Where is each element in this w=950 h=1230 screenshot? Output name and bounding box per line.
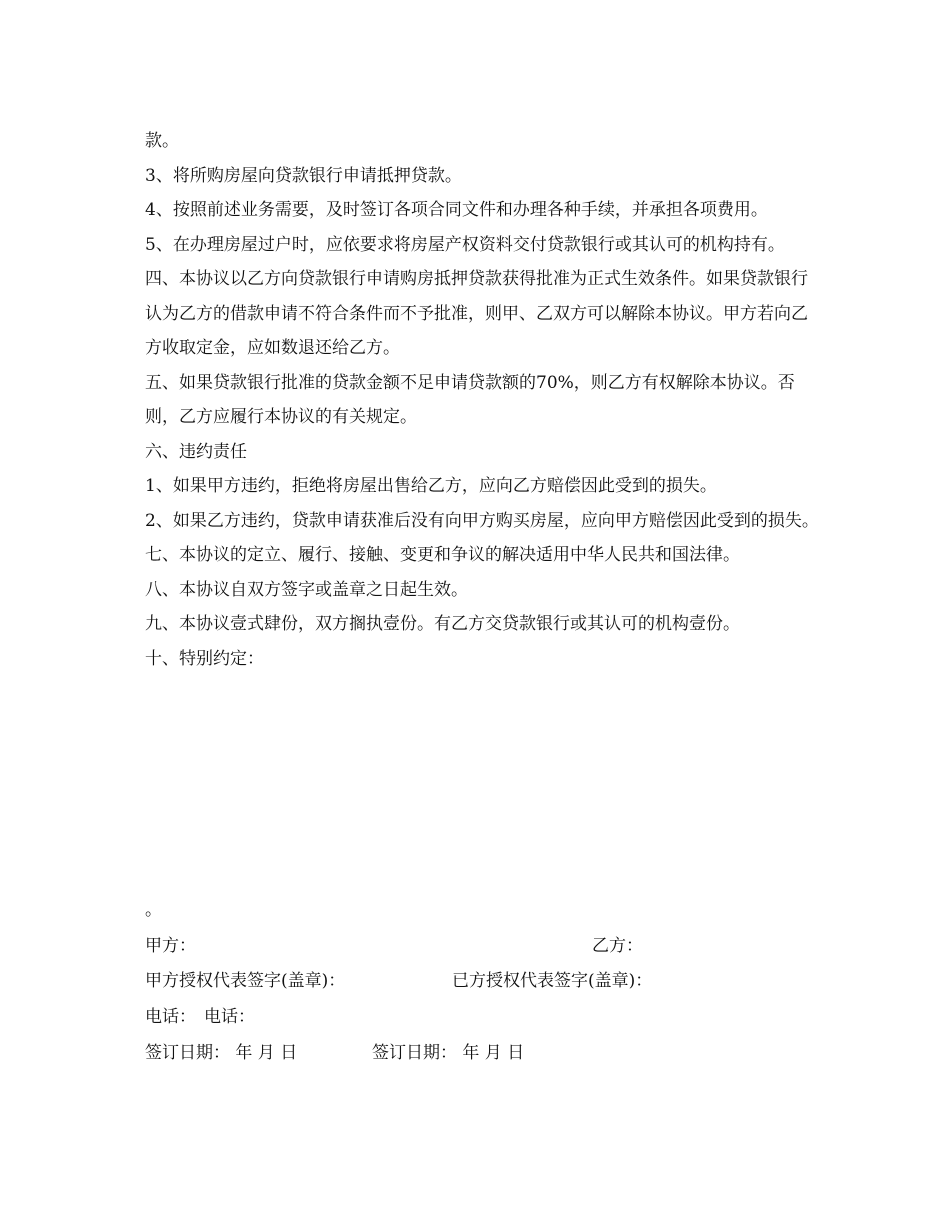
agreement-body xyxy=(145,124,820,676)
section-9-copies: 九、本协议壹式肆份，双方搁执壹份。有乙方交贷款银行或其认可的机构壹份。 xyxy=(145,614,740,634)
section-4-condition: 四、本协议以乙方向贷款银行申请购房抵押贷款获得批准为正式生效条件。如果贷款银行认为乙方的借款申请不符合条件而不予批准，则甲、乙双方可以解除本协议。甲方若向乙方收取定金，应如数退还给乙方。 xyxy=(145,269,808,358)
closing-line xyxy=(145,893,820,929)
clause-4-contracts: 4、按照前述业务需要，及时签订各项合同文件和办理各种手续，并承担各项费用。 xyxy=(145,200,768,220)
representatives-line xyxy=(145,964,820,1000)
liability-2: 2、如果乙方违约，贷款申请获准后没有向甲方购买房屋，应向甲方赔偿因此受到的损失。 xyxy=(145,510,819,531)
liability-1: 1、如果甲方违约，拒绝将房屋出售给乙方，应向乙方赔偿因此受到的损失。 xyxy=(145,476,717,496)
phone-b-label: 电话： xyxy=(204,1007,255,1028)
party-a-label: 甲方： xyxy=(145,935,196,956)
paragraph-continuation: 款。 xyxy=(145,131,179,151)
section-7-law: 七、本协议的定立、履行、接触、变更和争议的解决适用中华人民共和国法律。 xyxy=(145,545,740,565)
section-5-loan-amount: 五、如果贷款银行批准的贷款金额不足申请贷款额的70%，则乙方有权解除本协议。否则，乙方应履行本协议的有关规定。 xyxy=(145,372,795,427)
party-b-label: 乙方： xyxy=(592,935,643,956)
rep-b-label: 已方授权代表签字(盖章)： xyxy=(452,971,653,992)
phone-a-label: 电话： xyxy=(145,1007,196,1028)
signature-block xyxy=(145,893,820,1071)
clause-5-transfer: 5、在办理房屋过户时，应依要求将房屋产权资料交付贷款银行或其认可的机构持有。 xyxy=(145,234,785,255)
date-a-label: 签订日期： 年 月 日 xyxy=(145,1042,298,1063)
section-6-heading: 六、违约责任 xyxy=(145,441,247,462)
section-8-effective: 八、本协议自双方签字或盖章之日起生效。 xyxy=(145,579,468,600)
parties-line xyxy=(145,929,820,965)
rep-a-label: 甲方授权代表签字(盖章)： xyxy=(145,971,346,992)
section-10-special: 十、特别约定： xyxy=(145,648,264,669)
closing-mark: 。 xyxy=(145,900,162,920)
clause-3-mortgage: 3、将所购房屋向贷款银行申请抵押贷款。 xyxy=(145,165,462,186)
date-b-label: 签订日期： 年 月 日 xyxy=(372,1042,525,1063)
date-line xyxy=(145,1036,820,1072)
phone-line xyxy=(145,1000,820,1036)
